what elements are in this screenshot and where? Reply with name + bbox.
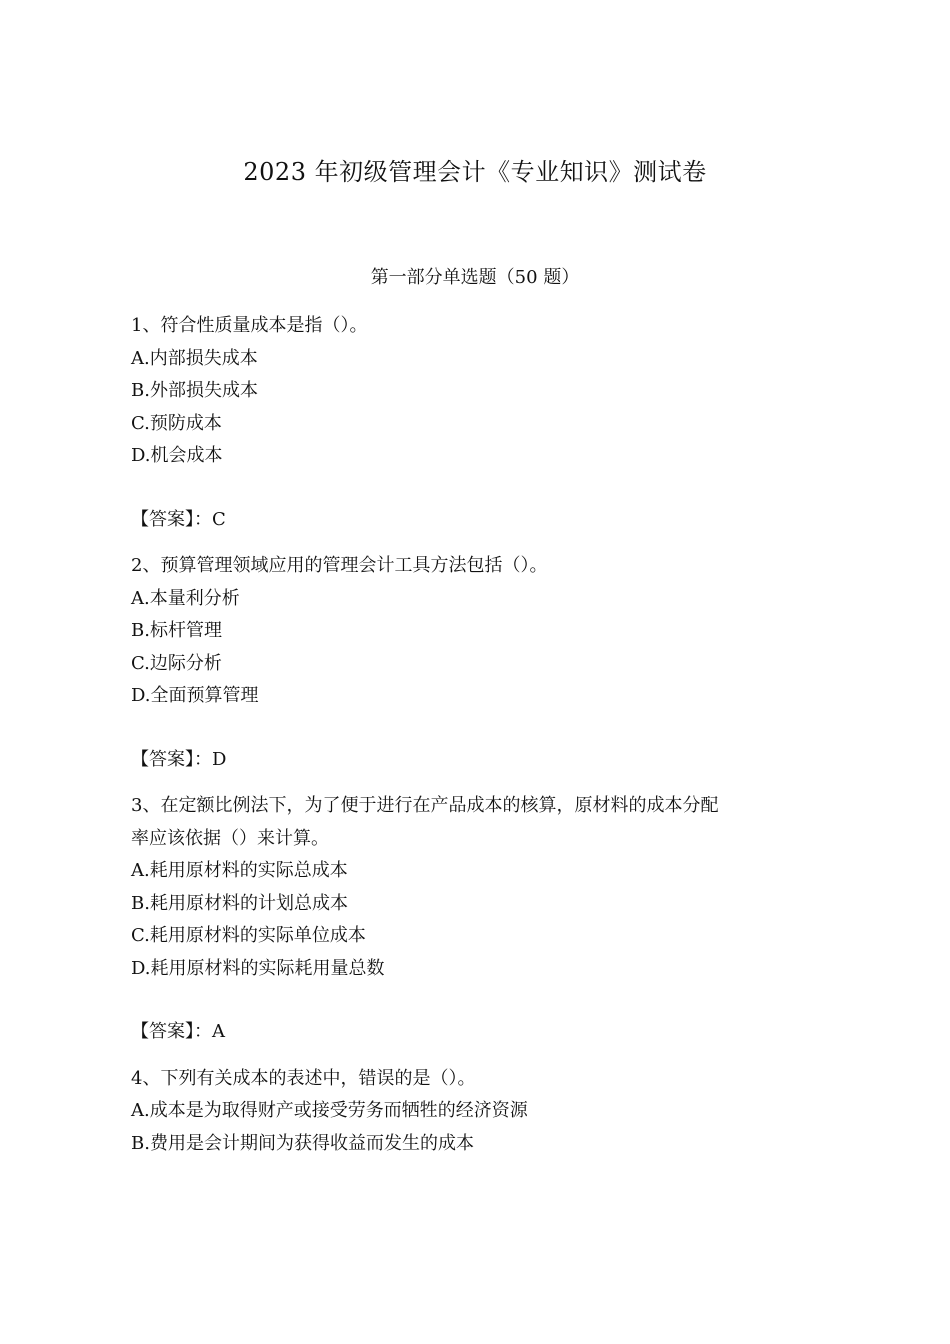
option-c: C.边际分析 (131, 652, 222, 674)
option-b: B.外部损失成本 (131, 380, 258, 401)
option-a: A.内部损失成本 (131, 347, 258, 369)
answer-line: 【答案】：D (131, 748, 227, 770)
option-b: B.标杆管理 (131, 620, 222, 641)
option-d: D.耗用原材料的实际耗用量总数 (131, 957, 385, 979)
question-2 (131, 550, 831, 776)
option-c: C.预防成本 (131, 412, 222, 434)
question-list (131, 310, 831, 1160)
option-a: A.本量利分析 (131, 587, 240, 609)
option-d: D.全面预算管理 (131, 685, 259, 706)
option-a: A.耗用原材料的实际总成本 (131, 860, 348, 881)
question-text: 1、符合性质量成本是指（）。 (131, 315, 368, 336)
section-title: 第一部分单选题（50 题） (370, 267, 580, 288)
option-c: C.耗用原材料的实际单位成本 (131, 925, 366, 946)
option-a: A.成本是为取得财产或接受劳务而牺牲的经济资源 (131, 1100, 528, 1121)
answer-line: 【答案】：A (131, 1021, 225, 1042)
question-text-line-1: 3、在定额比例法下，为了便于进行在产品成本的核算，原材料的成本分配 (131, 795, 719, 816)
question-4 (131, 1063, 831, 1161)
question-text: 2、预算管理领域应用的管理会计工具方法包括（）。 (131, 555, 548, 576)
question-1 (131, 310, 831, 536)
option-b: B.耗用原材料的计划总成本 (131, 892, 348, 914)
question-text: 4、下列有关成本的表述中，错误的是（）。 (131, 1067, 476, 1089)
option-b: B.费用是会计期间为获得收益而发生的成本 (131, 1132, 474, 1154)
document-title: 2023 年初级管理会计《专业知识》测试卷 (243, 158, 707, 186)
question-3 (131, 790, 831, 1049)
option-d: D.机会成本 (131, 445, 223, 466)
answer-line: 【答案】：C (131, 508, 226, 530)
question-text-line-2: 率应该依据（）来计算。 (131, 827, 329, 849)
